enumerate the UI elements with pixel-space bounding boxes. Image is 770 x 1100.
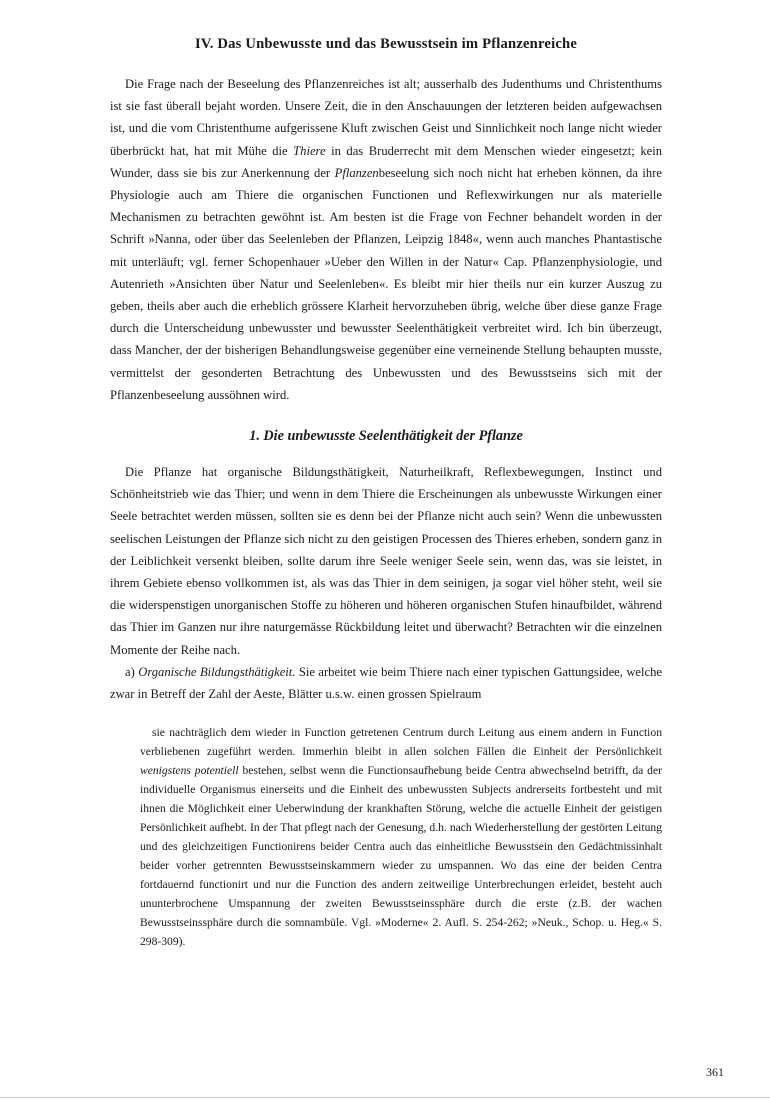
footnote-continuation: sie nachträglich dem wieder in Function getretenen Centrum durch Leitung aus einem andern in Function verbliebenen zugeführt werden. Immerhin bleibt in allen solchen Fällen die Einheit der Persönlichkeit wenigstens potentiell bestehen, selbst wenn die Functionsaufhebung beide Centra abwechselnd betrifft, da der individuelle Organismus einerseits und die Einheit des unbewussten Subjects andrerseits fortbesteht und mit ihnen die Möglichkeit einer Ueberwindung der krankhaften Störung, welche die actuelle Einheit der geistigen Persönlichkeit aufhebt. In der That pflegt nach der Genesung, d.h. nach Wiederherstellung der gestörten Leitung und des gleichzeitigen Functionirens beider Centra auch das einheitliche Bewusstsein den Gedächtnissinhalt beider vorher getrennten Bewusstseinskammern wieder zu umspannen. Wo das eine der beiden Centra fortdauernd functionirt und nur die Function des andern zeitweilige Unterbrechungen erleidet, besteht auch ununterbrochene Umspannung der zweiten Bewusstseinssphäre durch die erste (z.B. der wachen Bewusstseinssphäre durch die somnambüle. Vgl. »Moderne« 2. Aufl. S. 254-262; »Neuk., Schop. u. Heg.« S. 298-309). <box>140 726 662 949</box>
paragraph-introduction: Die Frage nach der Beseelung des Pflanzenreiches ist alt; ausserhalb des Judenthums und Christenthums ist sie fast überall bejaht worden. Unsere Zeit, die in den Anschauungen der letzteren beiden aufgewachsen ist, und die vom Christenthume aufgerissene Kluft zwischen Geist und Sinnlichkeit noch lange nicht wieder überbrückt hat, hat mit Mühe die Thiere in das Bruderrecht mit dem Menschen wieder eingesetzt; kein Wunder, dass sie bis zur Anerkennung der Pflanzenbeseelung sich noch nicht hat erheben können, da ihre Physiologie auch am Thiere die organischen Functionen und Reflexwirkungen nur als materielle Mechanismen zu betrachten gewöhnt ist. Am besten ist die Frage von Fechner behandelt worden in der Schrift »Nanna, oder über das Seelenleben der Pflanzen, Leipzig 1848«, wenn auch manches Phantastische mit unterläuft; vgl. ferner Schopenhauer »Ueber den Willen in der Natur« Cap. Pflanzenphysiologie, und Autenrieth »Ansichten über Natur und Seelenleben«. Es bleibt mir hier theils nur ein kurzer Auszug zu geben, theils aber auch die erheblich grössere Klarheit hervorzuheben übrig, welche über diese ganze Frage durch die Unterscheidung unbewusster und bewusster Seelenthätigkeit verbreitet wird. Ich bin überzeugt, dass Mancher, der der bisherigen Behandlungsweise gegenüber eine verneinende Stellung behaupten musste, vermittelst der gesonderten Betrachtung des Unbewussten und des Bewusstseins sich mit der Pflanzenbeseelung aussöhnen wird. <box>110 77 663 402</box>
page-number: 361 <box>706 1065 724 1079</box>
paragraph-plant-soul: Die Pflanze hat organische Bildungsthätigkeit, Naturheilkraft, Reflexbewegungen, Instinct und Schönheitstrieb wie das Thier; und wenn in dem Thiere die Erscheinungen als unbewusste Wirkungen einer Seele betrachtet werden müssen, sollten sie es denn bei der Pflanze nicht auch sein? Wenn die unbewussten seelischen Leistungen der Pflanze sich nicht zu den geistigen Processen des Thieres erheben, sondern ganz in der Leiblichkeit versenkt bleiben, sollte darum ihre Seele weniger Seele sein, wenn das, was sie leistet, in ihrem Gebiete ebenso vollkommen ist, als was das Thier in dem seinigen, ja sogar viel höher steht, weil sie die widerspenstigen unorganischen Stoffe zu höheren und höheren organischen Stufen hinaufbildet, während das Thier im Ganzen nur ihre naturgemässe Rückbildung leitet und überwacht? Betrachten wir die einzelnen Momente der Reihe nach. <box>110 465 662 657</box>
paragraph-organic-formation: a) Organische Bildungsthätigkeit. Sie arbeitet wie beim Thiere nach einer typischen Gattungsidee, welche zwar in Betreff der Zahl der Aeste, Blätter u.s.w. einen grossen Spielraum <box>110 664 662 702</box>
page-bottom-edge <box>0 1097 770 1098</box>
section-heading: 1. Die unbewusste Seelenthätigkeit der Pflanze <box>249 428 523 445</box>
chapter-heading: IV. Das Unbewusste und das Bewusstsein im Pflanzenreiche <box>194 36 578 52</box>
